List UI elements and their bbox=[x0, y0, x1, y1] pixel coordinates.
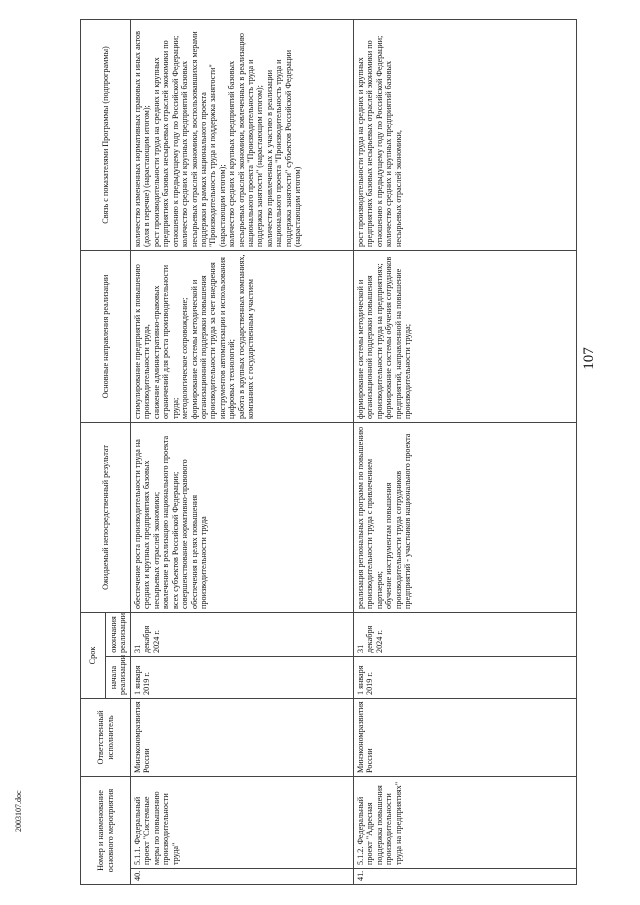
page-number: 107 bbox=[580, 347, 597, 370]
main-directions bbox=[354, 250, 577, 422]
header-directions: Основные направления реализации bbox=[81, 250, 131, 422]
start-date: 1 января 2019 г. bbox=[354, 657, 577, 699]
header-end: окончания реализации bbox=[106, 612, 131, 656]
main-directions-text: стимулирование предприятий к повышению производительности труда, снижение административно-правовых ограничений для роста производительности труда; методологическое сопровождение; формирование системы методической и организационной поддержки повышения производительности труда за счет внедрения инструментов автоматизации и использования цифровых технологий; работа в крупных государственных компаниях, компаниях с государственным участием bbox=[133, 254, 256, 419]
program-table bbox=[80, 19, 577, 885]
event-name: 5.1.1. Федеральный проект "Системные меры по повышению производительности труда" bbox=[131, 777, 354, 869]
header-executor: Ответственный исполнитель bbox=[81, 699, 131, 777]
start-date: 1 января 2019 г. bbox=[131, 657, 354, 699]
indicator-link-text: количество измененных нормативных правовых и иных актов (доля в перечне) (нарастающим итогом); рост производительности труда на средних и крупных предприятиях базовых несырьевых отраслей экономики по отношению к предыдущему году по Российской Федерации; количество средних и крупных предприятий базовых несырьевых отраслей экономики, воспользовавшихся мерами поддержки в рамках национального проекта "Производительность труда и поддержка занятости" (нарастающим итогом); количество средних и крупных предприятий базовых несырьевых отраслей экономики, вовлеченных в реализацию национального проекта "Производительность труда и поддержка занятости" (нарастающим итогом); количество привлеченных к участию в реализации национального проекта "Производительность труда и поддержка занятости" субъектов Российской Федерации (нарастающим итогом) bbox=[133, 30, 303, 247]
row-number: 40. bbox=[131, 869, 354, 885]
indicator-link-text: рост производительности труда на средних и крупных предприятиях базовых несырьевых отраслей экономики по отношению к предыдущему году по Российской Федерации; количество средних и крупных предприятий базовых несырьевых отраслей экономики, bbox=[356, 35, 403, 247]
main-directions-text: формирование системы методической и организационной поддержки повышения производительности труда на предприятиях; формирование системы обучения сотрудников предприятий, направленной на повышение производительности труда; bbox=[356, 256, 413, 419]
row-number: 41. bbox=[354, 869, 577, 885]
main-directions bbox=[131, 250, 354, 422]
file-label: 2003107.doc bbox=[14, 790, 23, 832]
header-link: Связь с показателями Программы (подпрограммы) bbox=[81, 19, 131, 250]
indicator-link bbox=[354, 19, 577, 250]
indicator-link bbox=[131, 19, 354, 250]
expected-result bbox=[354, 422, 577, 612]
table-row bbox=[131, 19, 354, 884]
end-date: 31 декабря 2024 г. bbox=[354, 612, 577, 656]
event-name: 5.1.2. Федеральный проект "Адресная поддержка повышения производительности труда на предприятиях" bbox=[354, 777, 577, 869]
header-term: Срок bbox=[81, 612, 106, 698]
header-name: Номер и наименование основного мероприятия bbox=[81, 777, 131, 885]
header-start: начала реализации bbox=[106, 657, 131, 699]
expected-result bbox=[131, 422, 354, 612]
expected-result-text: обеспечение роста производительности труда на средних и крупных предприятиях базовых несырьевых отраслей экономики; вовлечение в реализацию национального проекта всех субъектов Российской Федерации; совершенствование нормативно-правового обеспечения в целях повышения производительности труда bbox=[133, 435, 208, 609]
header-result: Ожидаемый непосредственный результат bbox=[81, 422, 131, 612]
expected-result-text: реализация региональных программ по повышению производительности труда с привлечением партнеров; обучение инструментам повышения производительности труда сотрудников предприятий - участников национального проекта bbox=[356, 426, 413, 609]
executor: Минэкономразвития России bbox=[354, 699, 577, 777]
executor: Минэкономразвития России bbox=[131, 699, 354, 777]
rotated-table-sheet bbox=[80, 20, 640, 885]
end-date: 31 декабря 2024 г. bbox=[131, 612, 354, 656]
table-row bbox=[354, 19, 577, 884]
